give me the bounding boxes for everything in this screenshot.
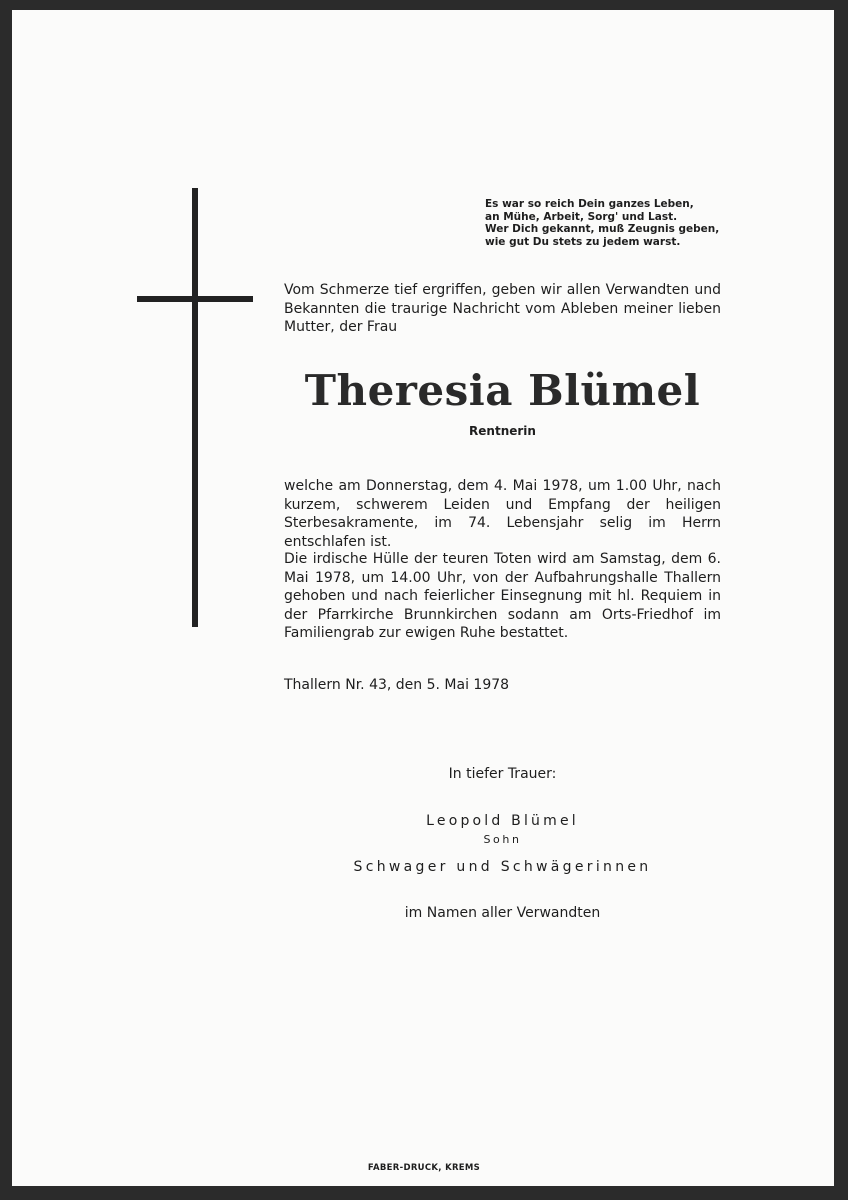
intro-paragraph: Vom Schmerze tief ergriffen, geben wir allen Verwandten und Bekannten die traurige Nachricht vom Ableben meiner lieben Mutter, der Frau: [284, 282, 721, 336]
death-paragraph: welche am Donnerstag, dem 4. Mai 1978, um 1.00 Uhr, nach kurzem, schwerem Leiden und Empfang der heiligen Sterbesakramente, im 74. Lebensjahr selig im Herrn entschlafen ist.: [284, 478, 721, 550]
signer-name: Leopold Blümel: [426, 813, 579, 829]
verse-line: Es war so reich Dein ganzes Leben,: [485, 198, 694, 210]
verse-line: Wer Dich gekannt, muß Zeugnis geben,: [485, 223, 720, 235]
deceased-name: Theresia Blümel: [304, 366, 701, 415]
verse-line: wie gut Du stets zu jedem warst.: [485, 235, 681, 248]
verse-line: an Mühe, Arbeit, Sorg' und Last.: [485, 210, 678, 223]
cross-vertical-bar: [192, 188, 198, 627]
relatives-line: Schwager und Schwägerinnen: [353, 859, 652, 875]
mourning-heading: In tiefer Trauer:: [448, 766, 557, 782]
cross-horizontal-bar: [137, 296, 253, 302]
printer-imprint: FABER-DRUCK, KREMS: [367, 1163, 481, 1173]
funeral-paragraph: Die irdische Hülle der teuren Toten wird am Samstag, dem 6. Mai 1978, um 14.00 Uhr, von der Aufbahrungshalle Thallern gehoben und nach feierlicher Einsegnung mit hl. Requiem in der Pfarrkirche Brunnkirchen sodann am Orts-Friedhof im Familiengrab zur ewigen Ruhe bestattet.: [284, 551, 721, 642]
deceased-occupation: Rentnerin: [469, 424, 536, 438]
on-behalf-line: im Namen aller Verwandten: [404, 905, 601, 921]
place-date: Thallern Nr. 43, den 5. Mai 1978: [284, 677, 510, 693]
signer-relation: Sohn: [483, 833, 522, 846]
memorial-verse: [485, 198, 735, 248]
